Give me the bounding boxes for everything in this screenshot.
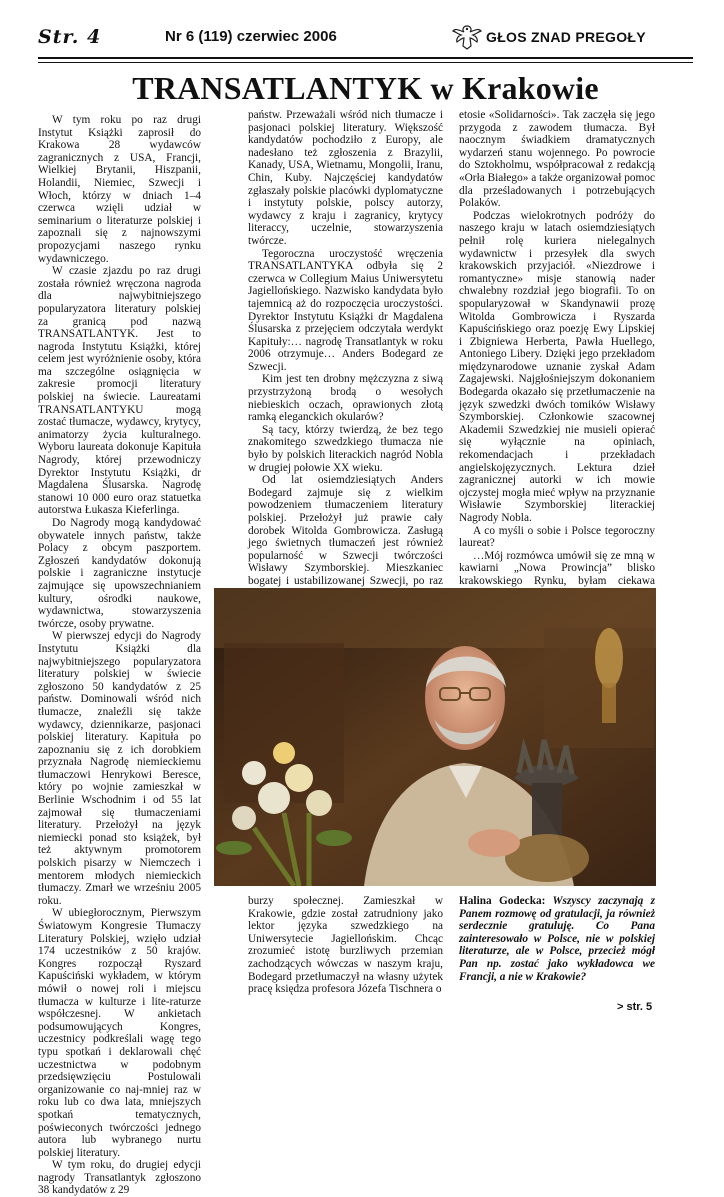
page-header xyxy=(38,22,693,54)
continued-link[interactable]: > str. 5 xyxy=(617,1001,653,1013)
paragraph: W pierwszej edycji do Nagrody Instytutu Książki dla najwybitniejszego popularyzatora literatury polskiej w świecie zgłoszono 50 kandydatów z 25 państw. Dominowali wśród nich tłumacze, znaleźli się także wydawcy, dziennikarze, pasjonaci polskiej literatury. Kapituła po zapoznaniu się z ich dorobkiem przyznała Nagrodę niemieckiemu tłumaczowi Henrykowi Beresce, który po wojnie zamieszkał w Berlinie Wschodnim i od 55 lat zajmował się tłumaczeniami literatury. Przełożył na język niemiecki ponad sto książek, był też aktywnym promotorem polskich pisarzy w Niemczech i mentorem młodych niemieckich tłumaczy. Zmarł we wrześniu 2005 roku. xyxy=(38,630,201,907)
eagle-emblem-icon xyxy=(450,22,484,52)
paragraph: W tym roku po raz drugi Instytut Książki zaprosił do Krakowa 28 wydawców zagranicznych z USA, Francji, Wielkiej Brytanii, Hiszpanii, Holandii, Niemiec, Szwecji i Włoch, którzy w dniach 1–4 czerwca wzięli udział w seminarium o literaturze polskiej i zapoznali się z najnowszymi propozycjami naszego rynku wydawniczego. xyxy=(38,114,201,265)
paragraph: Do Nagrody mogą kandydować obywatele innych państw, także Polacy z obcym paszportem. Zgłoszeń kandydatów dokonują polskie i zagraniczne instytucje zajmujące się upowszechnianiem kultury, ośrodki naukowe, wydawnictwa, stowarzyszenia twórcze, osoby prywatne. xyxy=(38,517,201,630)
paragraph: Są tacy, którzy twierdzą, że bez tego znakomitego szwedzkiego tłumacza nie było by polskich literackich nagród Nobla w drugiej połowie XX wieku. xyxy=(248,423,443,474)
page-number: Str. 4 xyxy=(38,26,102,48)
paragraph: Od lat osiemdziesiątych Anders Bodegard zajmuje się z wielkim powodzeniem tłumaczeniem literatury polskiej. Przełożył już prawie cały dorobek Witolda Gombrowicza. Zasługą jego świetnych tłumaczeń jest również popularność w Szwecji twórczości Wisławy Szymborskiej. Mieszkaniec bogatej i ustabilizowanej Szwecji, po raz xyxy=(248,474,443,587)
paragraph: Tegoroczna uroczystość wręczenia TRANSATLANTYKA odbyła się 2 czerwca w Collegium Maius Uniwersytetu Jagiellońskiego. Nazwisko kandydata było tajemnicą aż do rozpoczęcia uroczystości. Dyrektor Instytutu Książki dr Magdalena Ślusarska z przejęciem odczytała werdykt Kapituły:… nagrodę Transatlantyk w roku 2006 otrzymuje… Anders Bodegard ze Szwecji. xyxy=(248,247,443,373)
issue-label: Nr 6 (119) czerwiec 2006 xyxy=(165,28,337,45)
paragraph: burzy społecznej. Zamieszkał w Krakowie, gdzie został zatrudniony jako lektor języka szwedzkiego na Uniwersytecie Jagiellońskim. Chcąc zrozumieć istotę burzliwych przemian zachodzących wówczas w naszym kraju, Bodegard przetłumaczył na własny użytek pracę księdza profesora Józefa Tischnera o xyxy=(248,895,443,996)
article-column-3 xyxy=(459,109,655,613)
interviewer-name: Halina Godecka: xyxy=(459,895,546,907)
laureate-with-statuette-photo xyxy=(214,588,656,886)
article-column-1 xyxy=(38,114,201,1197)
newspaper-title: GŁOS ZNAD PREGOŁY xyxy=(486,29,646,45)
paragraph: Podczas wielokrotnych podróży do naszego kraju w latach osiemdziesiątych pełnił rolę kuriera nielegalnych wydawnictw i przesyłek dla swych krakowskich przyjaciół. «Niezdrowe i romantyczne» misje stanowią nader chwalebny rozdział jego biografii. To on spopularyzował w Skandynawii prozę Witolda Gombrowicza i Ryszarda Kapuścińskiego oraz poezję Ewy Lipskiej i Zbigniewa Herberta, Pawła Huellego, Antoniego Libery. Dzięki jego przekładom międzynarodowe uznanie zyskał Adam Zagajewski. Najgłośniejszym dokonaniem Bodegarda okazało się przetłumaczenie na język szwedzki dwóch tomików Wisławy Szymborskiej. Członkowie szacownej Akademii Szwedzkiej nie musieli opierać się wyłącznie na opiniach, rekomendacjach i przekładach angielskojęzycznych. Lektura dzieł zagranicznej autorki w ich mowie ojczystej mogła mieć wpływ na przyznanie Wisławie Szymborskiej literackiej Nagrody Nobla. xyxy=(459,209,655,524)
header-rule-thin xyxy=(38,62,693,63)
article-column-2 xyxy=(248,109,443,625)
paragraph: …Mój rozmówca umówił się ze mną w kawiarni „Nowa Prowincja” blisko krakowskiego Rynku, byłam ciekawa xyxy=(459,549,655,587)
article-title: TRANSATLANTYK w Krakowie xyxy=(132,70,599,106)
paragraph: W czasie zjazdu po raz drugi została również wręczona nagroda dla najwybitniejszego popularyzatora literatury polskiej za granicą pod nazwą TRANSATLANTYK. Jest to nagroda Instytutu Książki, której celem jest wyróżnienie osoby, która ma szczególne osiągnięcia w zakresie promocji literatury polskiej na świecie. Laureatami TRANSATLANTYKU mogą zostać tłumacze, wydawcy, krytycy, animatorzy życia kulturalnego. Wyboru laureata dokonuje Kapituła Nagrody, której przewodniczy Dyrektor Instytutu Książki, dr Magdalena Ślusarska. Nagrodę stanowi 10 000 euro oraz statuetka autorstwa Łukasza Kieferlinga. xyxy=(38,265,201,517)
paragraph: A co myśli o sobie i Polsce tegoroczny laureat? xyxy=(459,524,655,550)
interview-question-text: Wszyscy zaczynają z Panem rozmowę od gratulacji, ja również serdecznie gratuluję. Co Pana zainteresowało w Polsce, nie w polskiej literaturze, ale w Polsce, przecież mógł Pan np. zostać jako wykładowca we Francji, a nie w Krakowie? xyxy=(459,895,655,983)
paragraph: państw. Przeważali wśród nich tłumacze i pasjonaci polskiej literatury. Większość kandydatów pochodziło z Europy, ale nadesłano też zgłoszenia z Brazylii, Kanady, USA, Wietnamu, Mongolii, Iranu, Chin, Kuby. Najczęściej kandydatów zgłaszały polskie placówki dyplomatyczne i instytuty polskie, polscy autorzy, wydawcy z kraju i zagranicy, krytycy literaccy, uczelnie, stowarzyszenia twórcze. xyxy=(248,109,443,247)
paragraph: Kim jest ten drobny mężczyzna z siwą przystrzyżoną brodą o wesołych niebieskich oczach, oprawionych złotą ramką eleganckich okularów? xyxy=(248,373,443,424)
paragraph: W tym roku, do drugiej edycji nagrody Transatlantyk zgłoszono 38 kandydatów z 29 xyxy=(38,1159,201,1197)
article-column-2-continued xyxy=(248,895,443,996)
laureate-photo xyxy=(214,588,656,886)
paragraph: etosie «Solidarności». Tak zaczęła się jego przygoda z zawodem tłumacza. Był naocznym świadkiem dramatycznych wydarzeń stanu wojennego. Po powrocie do Sztokholmu, współpracował z redakcją «Orła Białego» a także organizował pomoc dla prześladowanych i potrzebujących Polaków. xyxy=(459,109,655,210)
header-rule xyxy=(38,57,693,59)
interview-question xyxy=(459,895,655,983)
paragraph: W ubiegłorocznym, Pierwszym Światowym Kongresie Tłumaczy Literatury Polskiej, wzięło udział 174 uczestników z 50 krajów. Kongres rozpoczął Ryszard Kapuściński wykładem, w którym mówił o nowej roli i miejscu tłumacza w kulturze i lite-raturze współczesnej. W ankietach podsumowujących Kongres, uczestnicy podkreślali wagę tego typu spotkań i deklarowali chęć uczestnictwa w podobnym przedsięwzięciu Postulowali organizowanie co naj-mniej raz w roku lub co dwa lata, mniejszych spotkań tematycznych, poświeconych twórczości jednego autora lub wybranego nurtu polskiej literatury. xyxy=(38,907,201,1159)
